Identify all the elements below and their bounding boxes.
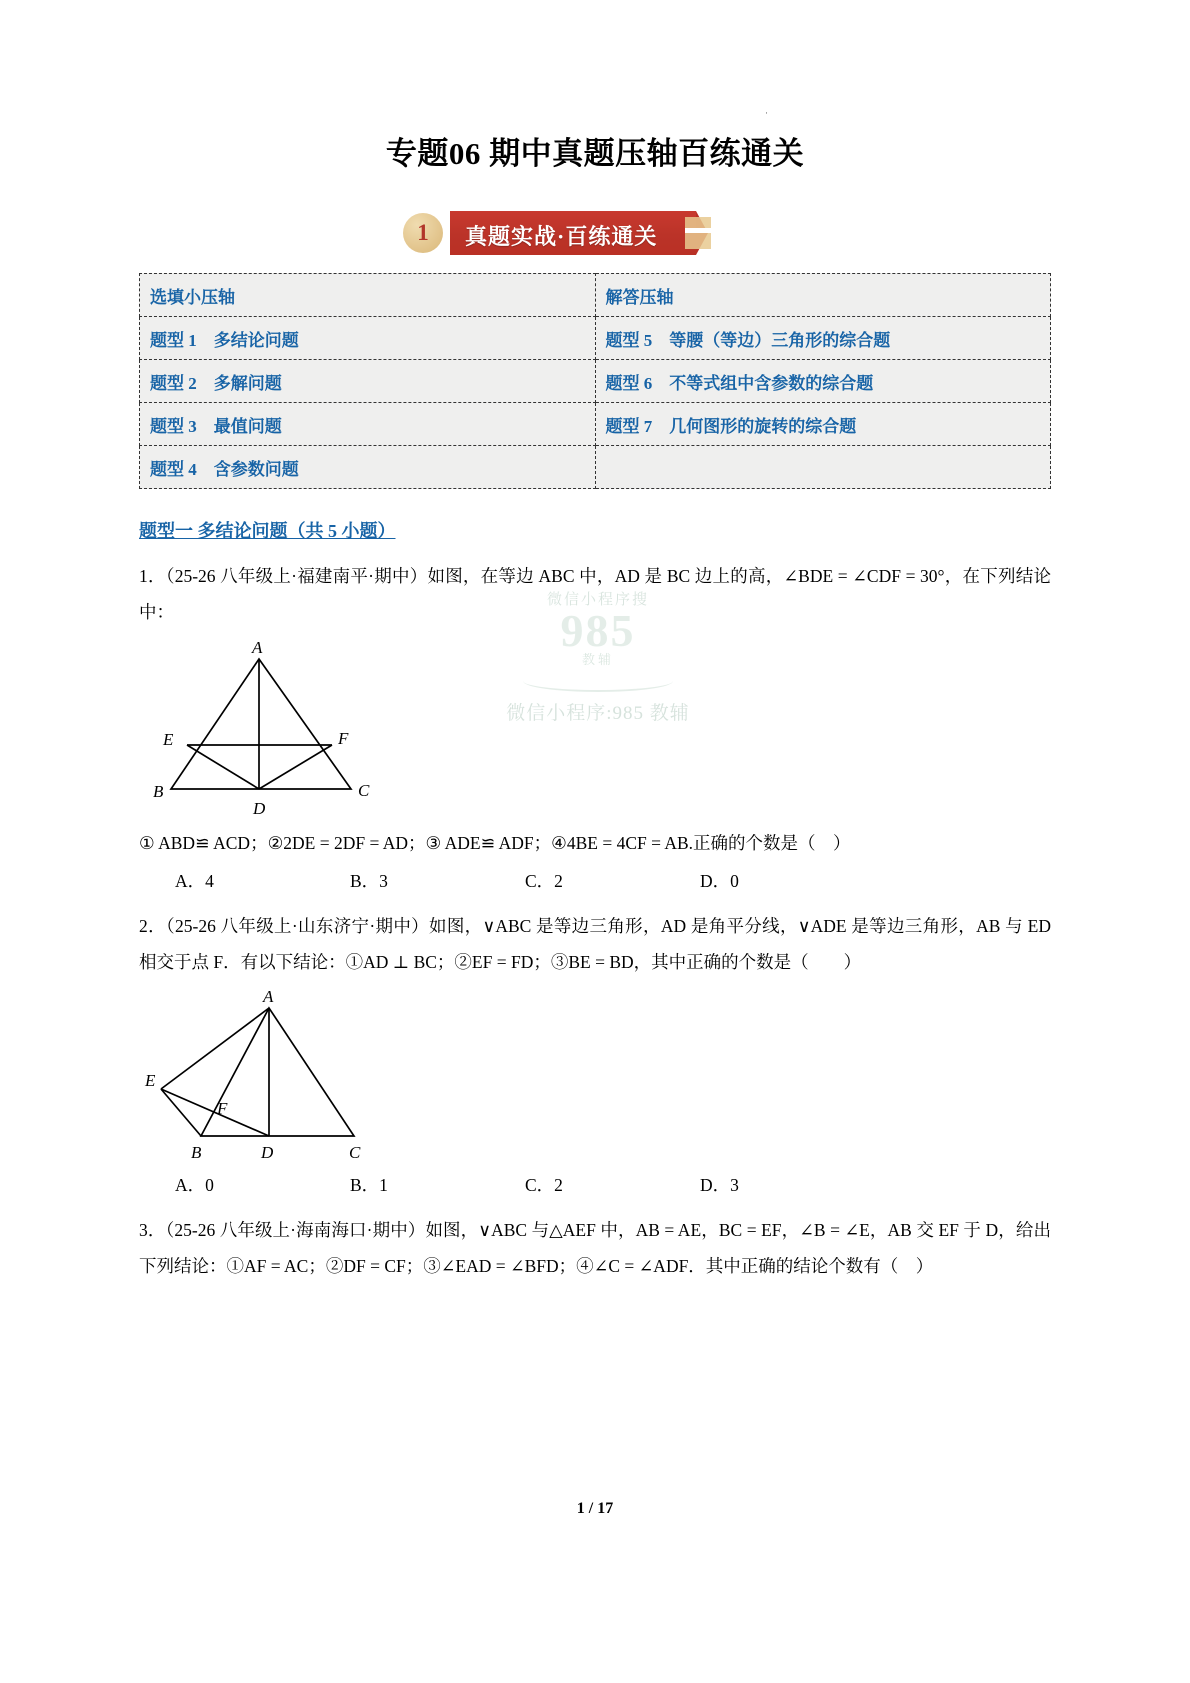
problem-1	[139, 559, 1051, 631]
page-title: 专题06 期中真题压轴百练通关	[385, 136, 805, 171]
problem-3-number: 3．	[139, 1220, 166, 1241]
option-b[interactable]: B．1	[350, 1175, 388, 1196]
problem-2-number: 2．	[139, 915, 166, 936]
figure-1-svg	[139, 637, 439, 822]
problem-2-source: （25-26 八年级上·山东济宁·期中）	[165, 915, 430, 936]
figure-1-label-D: D	[253, 798, 266, 818]
problem-3-text: 如图，∨ABC 与△AEF 中，AB = AE，BC = EF，∠B = ∠E，AB 交 EF 于 D，给出下列结论：①AF = AC；②DF = CF；③∠EAD = ∠BFD；④∠C = ∠ADF．其中正确的结论个数有（ ）	[139, 1220, 1052, 1277]
figure-1-label-F: F	[338, 728, 349, 748]
figure-2-label-A: A	[263, 987, 274, 1007]
index-cell-left: 题型 2 多解问题	[140, 360, 596, 403]
figure-2-label-B: B	[191, 1143, 202, 1163]
index-cell-left: 题型 3 最值问题	[140, 403, 596, 446]
topic-index-table	[139, 273, 1051, 489]
watermark-logo-text: 985	[560, 605, 636, 656]
figure-1-label-B: B	[153, 781, 164, 801]
banner-tail-notch	[685, 228, 711, 233]
banner-tail	[685, 217, 711, 249]
problems-container	[139, 559, 1051, 1285]
section-heading	[139, 517, 1051, 543]
figure-1-label-C: C	[358, 780, 370, 800]
index-header-left: 选填小压轴	[140, 274, 596, 317]
index-cell-right	[595, 446, 1051, 489]
banner-title: 真题实战·百练通关	[465, 224, 658, 249]
banner-number-badge: 1	[403, 213, 443, 253]
option-d[interactable]: D．3	[700, 1175, 739, 1196]
option-a[interactable]: A．4	[175, 870, 214, 891]
problem-1-conclusions: ① ABD≌ ACD；②2DE = 2DF = AD；③ ADE≌ ADF；④4BE = 4CF = AB.正确的个数是（ ）	[139, 832, 851, 853]
figure-2-label-E: E	[145, 1071, 156, 1091]
section-banner	[403, 211, 711, 255]
problem-1-text: 如图，在等边 ABC 中，AD 是 BC 边上的高，∠BDE = ∠CDF = 30°，在下列结论中：	[139, 566, 1052, 622]
problem-1-number: 1．	[139, 566, 166, 586]
banner-area	[0, 203, 1190, 265]
problem-1-options	[139, 868, 1051, 893]
table-row	[140, 274, 1051, 317]
index-cell-right: 题型 7 几何图形的旋转的综合题	[595, 403, 1051, 446]
problem-1-source: （25-26 八年级上·福建南平·期中）	[165, 566, 428, 586]
table-row	[140, 403, 1051, 446]
index-cell-right: 题型 6 不等式组中含参数的综合题	[595, 360, 1051, 403]
problem-3-source: （25-26 八年级上·海南海口·期中）	[165, 1220, 426, 1241]
problem-2-options	[139, 1172, 1051, 1197]
watermark-line: 微信小程序:985 教辅	[506, 702, 690, 724]
figure-problem-1	[139, 637, 1051, 822]
index-cell-left: 题型 4 含参数问题	[140, 446, 596, 489]
table-row	[140, 317, 1051, 360]
watermark-sub-text: 教辅	[581, 651, 614, 667]
section-heading-text: 题型一 多结论问题（共 5 小题）	[139, 521, 396, 541]
option-d[interactable]: D．0	[700, 870, 739, 891]
watermark-top-text: 微信小程序搜	[546, 591, 649, 608]
figure-2-label-C: C	[349, 1143, 361, 1163]
option-c[interactable]: C．2	[525, 870, 563, 891]
index-cell-right: 题型 5 等腰（等边）三角形的综合题	[595, 317, 1051, 360]
problem-2	[139, 909, 1051, 981]
figure-1-label-E: E	[163, 729, 174, 749]
figure-2-label-D: D	[261, 1143, 274, 1163]
figure-2-svg	[139, 986, 449, 1166]
problem-3	[139, 1213, 1051, 1285]
problem-2-text: 如图，∨ABC 是等边三角形，AD 是角平分线，∨ADE 是等边三角形，AB 与 ED 相交于点 F．有以下结论：①AD ⊥ BC；②EF = FD；③BE = BD，其中正确的个数是（ ）	[139, 915, 1052, 972]
option-a[interactable]: A．0	[175, 1175, 214, 1196]
index-cell-left: 题型 1 多结论问题	[140, 317, 596, 360]
stray-mark: ·	[765, 108, 768, 118]
option-c[interactable]: C．2	[525, 1175, 563, 1196]
page-number: 1 / 17	[576, 1500, 614, 1517]
page-footer	[0, 1500, 1190, 1518]
figure-1-label-A: A	[252, 637, 263, 657]
table-row	[140, 360, 1051, 403]
table-row	[140, 446, 1051, 489]
index-header-right: 解答压轴	[595, 274, 1051, 317]
figure-problem-2	[139, 986, 1051, 1166]
option-b[interactable]: B．3	[350, 870, 388, 891]
figure-2-label-F: F	[217, 1099, 228, 1119]
